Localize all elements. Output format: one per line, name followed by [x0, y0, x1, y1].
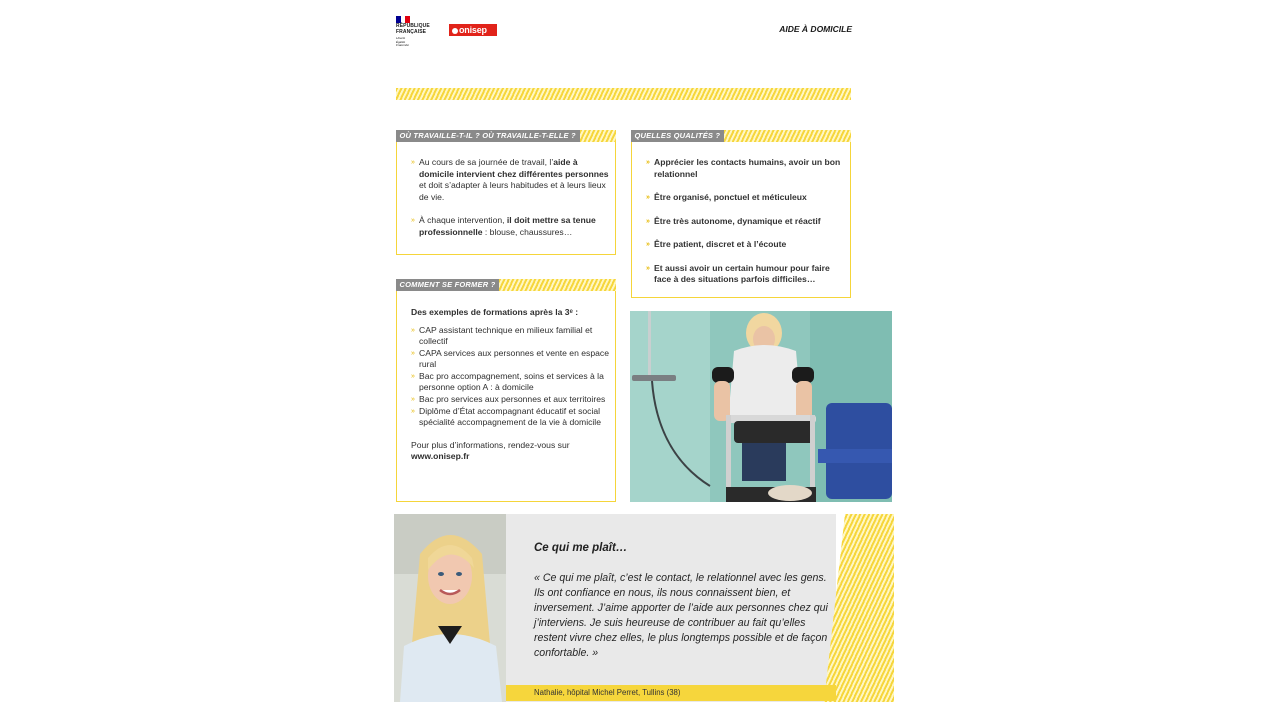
training-box — [396, 280, 616, 502]
quality-item: » Apprécier les contacts humains, avoir un bon relationnel — [646, 157, 846, 180]
onisep-logo-text: onisep — [459, 25, 487, 35]
training-item: » Bac pro services aux personnes et aux territoires — [411, 394, 611, 406]
where-paragraph-2: » À chaque intervention, il doit mettre sa tenue professionnelle : blouse, chaussures… — [411, 215, 611, 238]
republique-line-1: RÉPUBLIQUE — [396, 23, 430, 29]
quality-item: » Être organisé, ponctuel et méticuleux — [646, 192, 846, 204]
caregiver-photo — [630, 311, 892, 502]
document-page — [394, 0, 894, 720]
quality-item: » Être patient, discret et à l’écoute — [646, 239, 846, 251]
qualities-heading: QUELLES QUALITÉS ? — [631, 130, 725, 142]
quality-item: » Être très autonome, dynamique et réactif — [646, 216, 846, 228]
training-item: » Diplôme d’État accompagnant éducatif et social spécialité accompagnement de la vie à domicile — [411, 406, 611, 429]
testimony-signature: Nathalie, hôpital Michel Perret, Tullins (38) — [506, 685, 836, 701]
where-box — [396, 131, 616, 255]
onisep-link[interactable]: www.onisep.fr — [411, 451, 470, 462]
motto-liberte: Liberté — [396, 36, 406, 40]
caregiver-photo-illustration — [630, 311, 892, 502]
where-heading: OÙ TRAVAILLE-T-IL ? OÙ TRAVAILLE-T-ELLE ? — [396, 130, 580, 142]
training-more-info: Pour plus d’informations, rendez-vous sur — [411, 439, 570, 450]
where-paragraph-1: » Au cours de sa journée de travail, l’aide à domicile intervient chez différentes personnes et doit s’adapter à leurs habitudes et à leurs lieux de vie. — [411, 157, 611, 203]
onisep-dot-icon — [452, 28, 458, 34]
training-intro: Des exemples de formations après la 3ᵉ : — [411, 307, 579, 317]
testimony-section — [394, 514, 894, 702]
quality-item: » Et aussi avoir un certain humour pour faire face à des situations parfois difficiles… — [646, 263, 846, 286]
page-title: AIDE À DOMICILE — [779, 24, 852, 34]
french-flag-icon — [396, 16, 410, 23]
onisep-logo — [449, 24, 497, 36]
testimony-quote: « Ce qui me plaît, c’est le contact, le relationnel avec les gens. Ils ont confiance en nous, ils nous connaissent bien, et inversement. J’aime apporter de l’aide aux personnes chez qui j’interviens. Je suis heureuse de contribuer au fait qu’elles restent vivre chez elles, le plus longtemps possible et de façon confortable. » — [534, 572, 828, 659]
training-item: » Bac pro accompagnement, soins et services à la personne option A : à domicile — [411, 371, 611, 394]
training-item: » CAP assistant technique en milieux familial et collectif — [411, 325, 611, 348]
motto-egalite: Égalité — [396, 39, 406, 44]
testimony-title: Ce qui me plaît… — [534, 542, 628, 554]
nathalie-portrait — [394, 514, 506, 702]
republique-francaise-logo — [396, 16, 440, 50]
qualities-box — [631, 131, 851, 298]
training-item: » CAPA services aux personnes et vente en espace rural — [411, 348, 611, 371]
republique-line-2: FRANÇAISE — [396, 28, 427, 35]
training-heading: COMMENT SE FORMER ? — [396, 279, 500, 291]
motto-fraternite: Fraternité — [396, 43, 409, 48]
portrait-illustration — [394, 514, 506, 702]
yellow-hatched-band — [396, 88, 851, 100]
